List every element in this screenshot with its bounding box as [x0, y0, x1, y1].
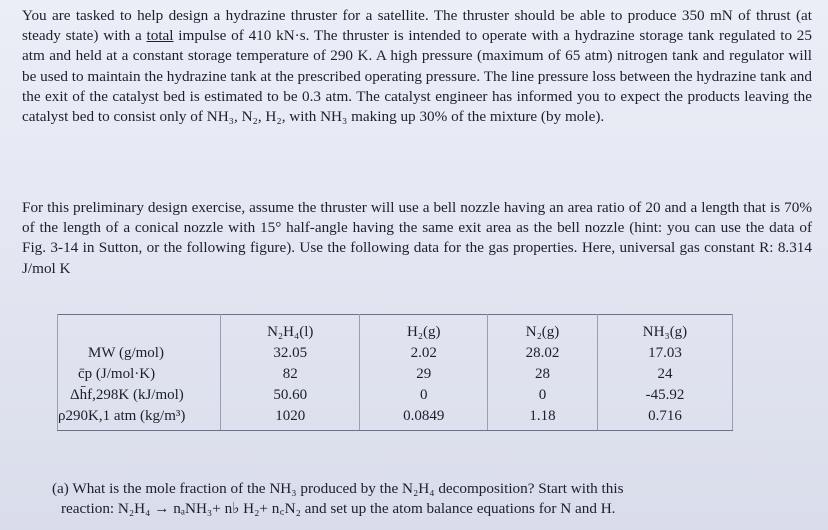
- table-cell: 0: [488, 385, 598, 406]
- table-row: [58, 385, 733, 406]
- table-cell: 1.18: [488, 406, 598, 431]
- table-row: [58, 343, 733, 364]
- intro-text-part1: You are tasked to help design a hydrazine thruster for a satellite. The thruster should be able to produce 350 mN of thrust (at steady state) with a: [22, 7, 812, 45]
- table-cell: 2.02: [360, 343, 488, 364]
- table-row: [58, 406, 733, 431]
- row-label: MW (g/mol): [58, 343, 221, 364]
- table-cell: 24: [598, 364, 733, 385]
- table-cell: 0.0849: [360, 406, 488, 431]
- table-cell: 82: [221, 364, 360, 385]
- table-row: [58, 364, 733, 385]
- column-header: H₂(g): [360, 315, 488, 344]
- table-cell: 0.716: [598, 406, 733, 431]
- table-cell: 32.05: [221, 343, 360, 364]
- table-cell: 28: [488, 364, 598, 385]
- intro-text-part2: impulse of 410 kN·s. The thruster is intended to operate with a hydrazine storage tank regulated to 25 atm and held at a constant storage temperature of 290 K. A high pressure (maximum of 65 atm) nitrogen tank and regulator will be used to maintain the hydrazine tank at the prescribed operating pressure. The line pressure loss between the hydrazine tank and the exit of the catalyst bed is estimated to be 0.3 atm. The catalyst engineer has informed you to expect the products leaving the catalyst bed to consist only of NH₃, N₂, H₂, with NH₃ making up 30% of the mixture (by mole).: [22, 27, 812, 126]
- table-cell: 28.02: [488, 343, 598, 364]
- intro-paragraph: [22, 6, 812, 127]
- table-cell: 17.03: [598, 343, 733, 364]
- column-header: N₂(g): [488, 315, 598, 344]
- table-corner-cell: [58, 315, 221, 344]
- intro-text-underlined: total: [146, 27, 174, 45]
- table-cell: -45.92: [598, 385, 733, 406]
- question-a-line1: (a) What is the mole fraction of the NH₃ produced by the N₂H₄ decomposition? Start with this: [52, 480, 624, 497]
- row-label: Δh̄f,298K (kJ/mol): [58, 385, 221, 406]
- row-label: c̄p (J/mol·K): [58, 364, 221, 385]
- question-a-line2: reaction: N₂H₄ → nₐNH₃+ n♭ H₂+ n꜀N₂ and set up the atom balance equations for N and H.: [61, 500, 616, 518]
- column-header: NH₃(g): [598, 315, 733, 344]
- row-label: ρ290K,1 atm (kg/m³): [58, 406, 221, 431]
- table-cell: 1020: [221, 406, 360, 431]
- table-cell: 0: [360, 385, 488, 406]
- column-header: N₂H₄(l): [221, 315, 360, 344]
- table-cell: 50.60: [221, 385, 360, 406]
- table-header-row: [58, 315, 733, 344]
- design-paragraph: For this preliminary design exercise, assume the thruster will use a bell nozzle having an area ratio of 20 and a length that is 70% of the length of a conical nozzle with 15° half-angle having the same exit area as the bell nozzle (hint: you can use the data of Fig. 3-14 in Sutton, or the following figure). Use the following data for the gas properties. Here, universal gas constant R: 8.314 J/mol K: [22, 199, 812, 277]
- gas-properties-table: [57, 314, 733, 431]
- question-a: [52, 479, 822, 519]
- table-cell: 29: [360, 364, 488, 385]
